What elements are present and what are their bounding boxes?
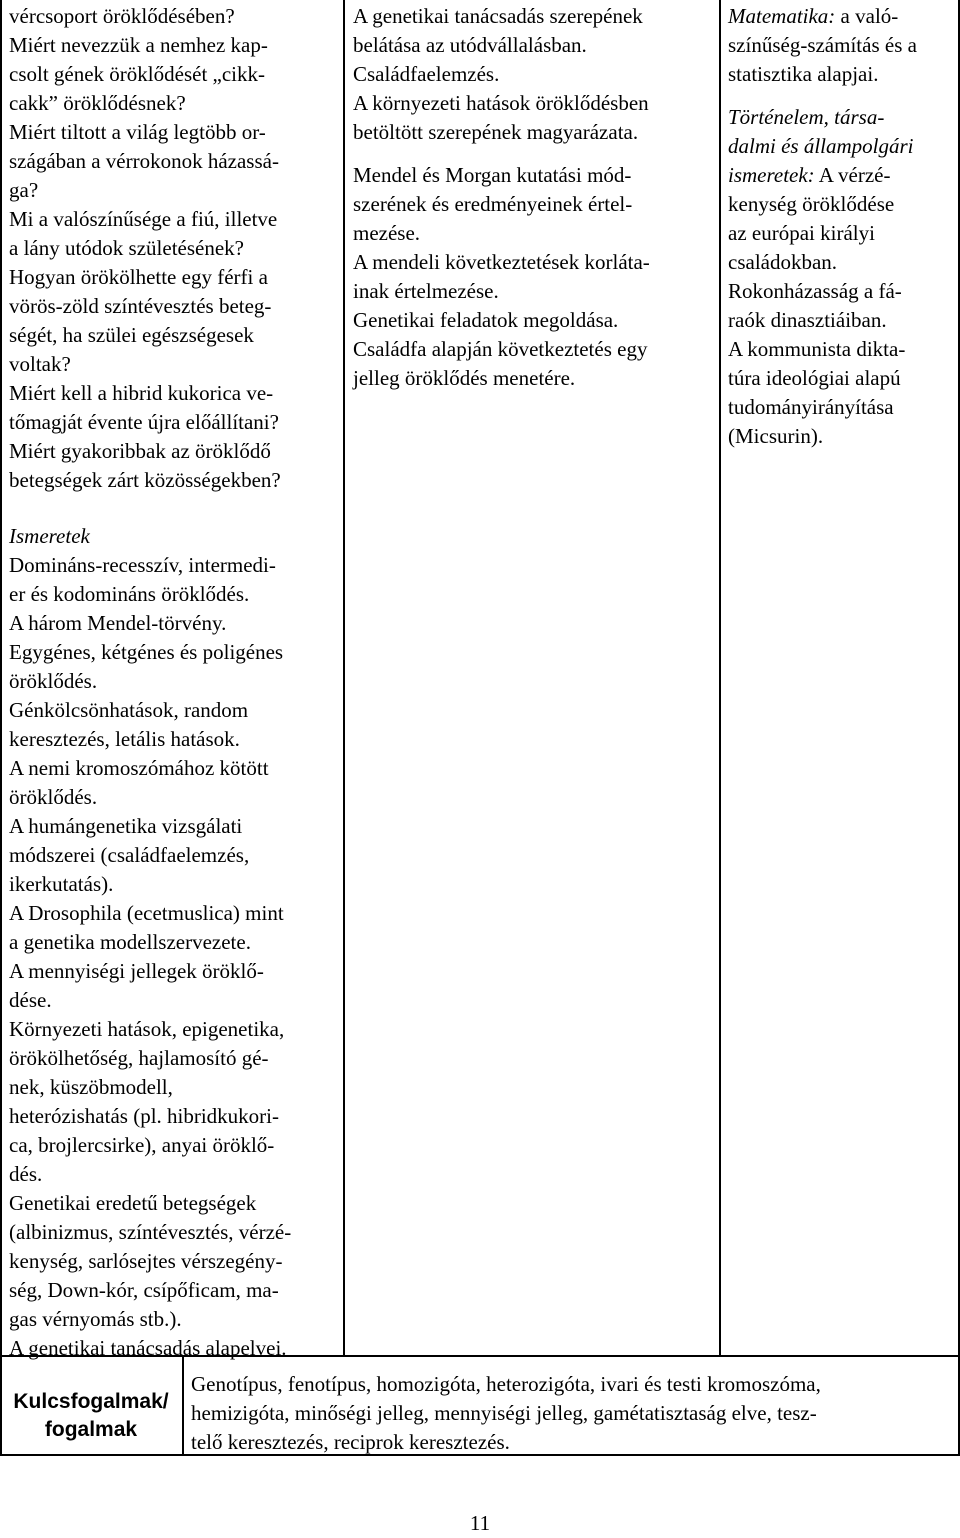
ismeretek-line: er és kodomináns öröklődés. — [9, 582, 250, 606]
history-text-start: A vérzé- — [814, 163, 891, 187]
kulcsfogalmak-label — [0, 1388, 182, 1444]
history-label-lines — [728, 103, 956, 161]
kulcsfogalmak-line: hemizigóta, minőségi jelleg, mennyiségi jelleg, gamétatisztaság elve, tesz- — [191, 1401, 817, 1425]
question-line: Miért gyakoribbak az öröklődő — [9, 439, 271, 463]
question-line: szágában a vérrokonok házassá- — [9, 149, 279, 173]
competency-line: A mendeli következtetések korláta- — [353, 250, 650, 274]
ismeretek-line: kenység, sarlósejtes vérszegény- — [9, 1249, 283, 1273]
kulcsfogalmak-line: Genotípus, fenotípus, homozigóta, heterozigóta, ivari és testi kromoszóma, — [191, 1372, 821, 1396]
ismeretek-line: A három Mendel-törvény. — [9, 611, 227, 635]
ismeretek-line: A mennyiségi jellegek öröklő- — [9, 959, 264, 983]
ismeretek-line: A genetikai tanácsadás alapelvei. — [9, 1336, 287, 1360]
history-connection — [728, 103, 956, 451]
ismeretek-line: a genetika modellszervezete. — [9, 930, 251, 954]
ismeretek-line: dés. — [9, 1162, 43, 1186]
ismeretek-line: A humángenetika vizsgálati — [9, 814, 243, 838]
ismeretek-line: Génkölcsönhatások, random — [9, 698, 249, 722]
competency-line: szerének és eredményeinek értel- — [353, 192, 633, 216]
column-divider-1 — [343, 0, 345, 1356]
ismeretek-line: A Drosophila (ecetmuslica) mint — [9, 901, 284, 925]
competency-line: inak értelmezése. — [353, 279, 499, 303]
math-text-start: a való- — [835, 4, 899, 28]
page-number: 11 — [469, 1511, 491, 1535]
question-line: voltak? — [9, 352, 71, 376]
ismeretek-line: Genetikai eredetű betegségek — [9, 1191, 257, 1215]
math-connection-line: színűség-számítás és a — [728, 33, 917, 57]
ismeretek-line: heterózishatás (pl. hibridkukori- — [9, 1104, 280, 1128]
question-line: ga? — [9, 178, 39, 202]
ismeretek-lines — [9, 551, 341, 1363]
column-questions — [9, 2, 341, 1363]
competency-line: Genetikai feladatok megoldása. — [353, 308, 619, 332]
question-line: betegségek zárt közösségekben? — [9, 468, 281, 492]
question-line: vörös-zöld színtévesztés beteg- — [9, 294, 272, 318]
kulcs-label-divider — [182, 1356, 184, 1456]
math-connection-lines — [728, 31, 956, 89]
question-line: csolt gének öröklődését „cikk- — [9, 62, 265, 86]
question-line: Miért kell a hibrid kukorica ve- — [9, 381, 274, 405]
question-line: Miért nevezzük a nemhez kap- — [9, 33, 268, 57]
history-connection-line: (Micsurin). — [728, 424, 824, 448]
competency-group-1 — [353, 2, 717, 147]
question-line: a lány utódok születésének? — [9, 236, 244, 260]
column-competencies — [353, 2, 717, 393]
history-connection-line: tudományirányítása — [728, 395, 894, 419]
ismeretek-line: öröklődés. — [9, 669, 98, 693]
competency-line: jelleg öröklődés menetére. — [353, 366, 576, 390]
question-line: ségét, ha szülei egészségesek — [9, 323, 254, 347]
kulcsfogalmak-label-line2: fogalmak — [44, 1418, 138, 1441]
ismeretek-line: Domináns-recesszív, intermedi- — [9, 553, 276, 577]
competency-line: mezése. — [353, 221, 421, 245]
kulcsfogalmak-lines — [191, 1370, 955, 1457]
question-line: Mi a valószínűsége a fiú, illetve — [9, 207, 278, 231]
ismeretek-line: (albinizmus, színtévesztés, vérzé- — [9, 1220, 292, 1244]
ismeretek-line: dése. — [9, 988, 52, 1012]
competency-line: Családfaelemzés. — [353, 62, 500, 86]
column-connections — [728, 2, 956, 451]
history-label-end: ismeretek: — [728, 163, 815, 187]
ismeretek-line: Egygénes, kétgénes és poligénes — [9, 640, 284, 664]
history-connection-line: családokban. — [728, 250, 838, 274]
question-line: tőmagját évente újra előállítani? — [9, 410, 279, 434]
history-connection-lines — [728, 190, 956, 451]
competency-group-2 — [353, 161, 717, 393]
question-line: Miért tiltott a világ legtöbb or- — [9, 120, 266, 144]
history-connection-line: raók dinasztiáiban. — [728, 308, 887, 332]
question-line: vércsoport öröklődésében? — [9, 4, 235, 28]
ismeretek-line: A nemi kromoszómához kötött — [9, 756, 269, 780]
ismeretek-line: Környezeti hatások, epigenetika, — [9, 1017, 285, 1041]
history-label-line: dalmi és állampolgári — [728, 134, 914, 158]
competency-line: A környezeti hatások öröklődésben — [353, 91, 649, 115]
question-line: cakk” öröklődésnek? — [9, 91, 186, 115]
ismeretek-line: ség, Down-kór, csípőficam, ma- — [9, 1278, 279, 1302]
kulcsfogalmak-text — [191, 1370, 955, 1457]
ismeretek-line: nek, küszöbmodell, — [9, 1075, 173, 1099]
history-label-last-line — [728, 161, 956, 190]
ismeretek-line: öröklődés. — [9, 785, 98, 809]
competency-line: A genetikai tanácsadás szerepének — [353, 4, 643, 28]
kulcsfogalmak-line: telő keresztezés, reciprok keresztezés. — [191, 1430, 510, 1454]
table-border-left — [0, 0, 2, 1456]
ismeretek-line: örökölhetőség, hajlamosító gé- — [9, 1046, 269, 1070]
history-connection-line: túra ideológiai alapú — [728, 366, 901, 390]
ismeretek-line: keresztezés, letális hatások. — [9, 727, 240, 751]
column-divider-2 — [719, 0, 721, 1356]
ismeretek-line: gas vérnyomás stb.). — [9, 1307, 182, 1331]
ismeretek-line: ca, brojlercsirke), anyai öröklő- — [9, 1133, 275, 1157]
history-connection-line: az európai királyi — [728, 221, 875, 245]
history-connection-line: kenység öröklődése — [728, 192, 895, 216]
math-label: Matematika: — [728, 4, 836, 28]
ismeretek-line: módszerei (családfaelemzés, — [9, 843, 250, 867]
competency-line: Mendel és Morgan kutatási mód- — [353, 163, 632, 187]
ismeretek-line: ikerkutatás). — [9, 872, 114, 896]
competency-line: belátása az utódvállalásban. — [353, 33, 587, 57]
question-lines — [9, 2, 341, 495]
history-connection-line: Rokonházasság a fá- — [728, 279, 902, 303]
competency-line: betöltött szerepének magyarázata. — [353, 120, 639, 144]
question-line: Hogyan örökölhette egy férfi a — [9, 265, 268, 289]
math-connection-line: statisztika alapjai. — [728, 62, 879, 86]
ismeretek-heading: Ismeretek — [9, 524, 90, 548]
competency-line: Családfa alapján következtetés egy — [353, 337, 648, 361]
kulcsfogalmak-label-line1: Kulcsfogalmak/ — [13, 1390, 169, 1413]
history-label-line: Történelem, társa- — [728, 105, 885, 129]
math-connection-first-line — [728, 2, 956, 31]
history-connection-line: A kommunista dikta- — [728, 337, 906, 361]
